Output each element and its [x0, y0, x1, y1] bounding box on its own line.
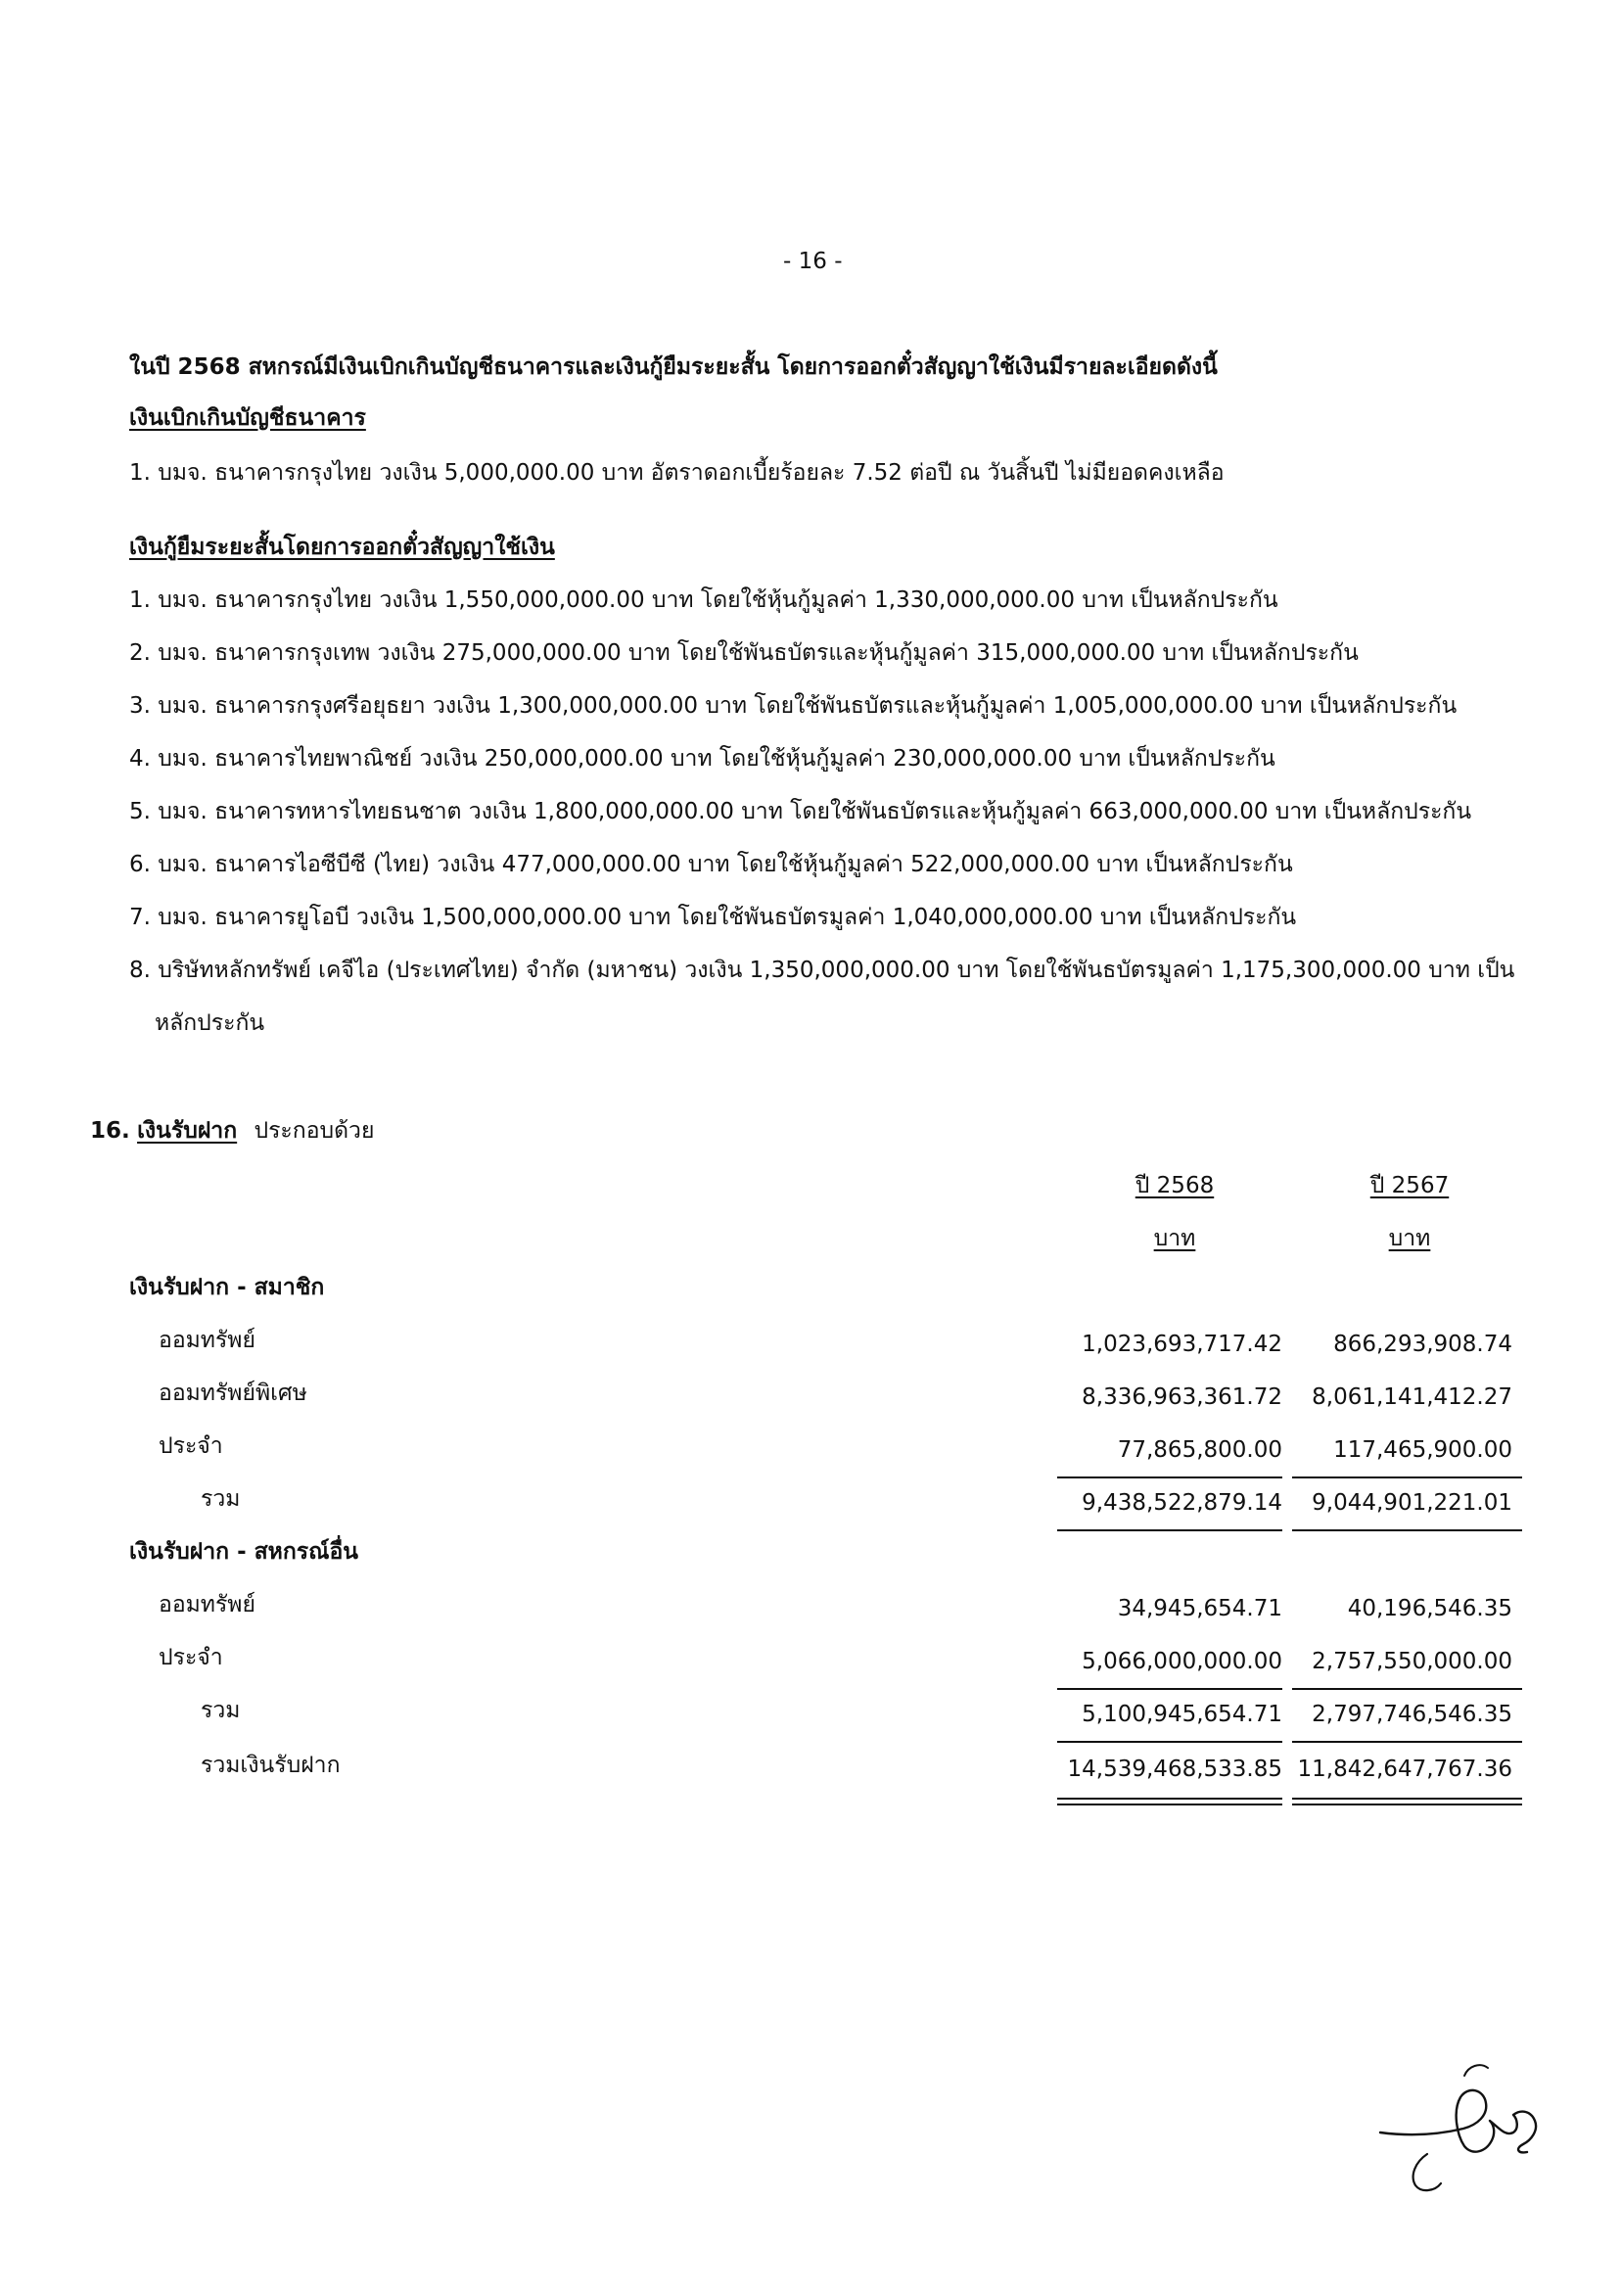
row-value-2568: 8,336,963,361.72: [1082, 1384, 1282, 1410]
loan-item-8: 8. บริษัทหลักทรัพย์ เคจีไอ (ประเทศไทย) จำกัด (มหาชน) วงเงิน 1,350,000,000.00 บาท โดยใช้พันธบัตรมูลค่า 1,175,300,000.00 บาท เป็น: [129, 958, 1515, 983]
members-total-2567: 9,044,901,221.01: [1312, 1490, 1512, 1516]
loan-item-2: 2. บมจ. ธนาคารกรุงเทพ วงเงิน 275,000,000.00 บาท โดยใช้พันธบัตรและหุ้นกู้มูลค่า 315,000,000.00 บาท เป็นหลักประกัน: [129, 640, 1359, 666]
row-label: ออมทรัพย์พิเศษ: [159, 1381, 307, 1406]
row-label: ประจำ: [159, 1433, 223, 1459]
col-unit-2568: บาท: [1153, 1226, 1196, 1251]
grand-total-double-rule: [1292, 1798, 1522, 1805]
subtotal-rule: [1292, 1476, 1522, 1478]
grand-total-2567: 11,842,647,767.36: [1297, 1757, 1512, 1782]
section-suffix: ประกอบด้วย: [254, 1118, 375, 1144]
loan-item-8-continuation: หลักประกัน: [155, 1010, 265, 1036]
section-title: เงินรับฝาก: [137, 1118, 238, 1144]
row-value-2568: 5,066,000,000.00: [1082, 1649, 1282, 1674]
page-number: - 16 -: [783, 249, 843, 274]
total-rule: [1292, 1529, 1522, 1531]
other-coops-heading: เงินรับฝาก - สหกรณ์อื่น: [129, 1539, 358, 1565]
other-coops-total-2567: 2,797,746,546.35: [1312, 1702, 1512, 1727]
loan-item-1: 1. บมจ. ธนาคารกรุงไทย วงเงิน 1,550,000,000.00 บาท โดยใช้หุ้นกู้มูลค่า 1,330,000,000.00 บาท เป็นหลักประกัน: [129, 587, 1278, 613]
loan-item-6: 6. บมจ. ธนาคารไอซีบีซี (ไทย) วงเงิน 477,000,000.00 บาท โดยใช้หุ้นกู้มูลค่า 522,000,000.00 บาท เป็นหลักประกัน: [129, 852, 1293, 877]
loan-item-4: 4. บมจ. ธนาคารไทยพาณิชย์ วงเงิน 250,000,000.00 บาท โดยใช้หุ้นกู้มูลค่า 230,000,000.00 บาท เป็นหลักประกัน: [129, 746, 1275, 772]
row-label: ออมทรัพย์: [159, 1328, 255, 1353]
row-value-2567: 117,465,900.00: [1333, 1437, 1512, 1463]
total-rule: [1292, 1741, 1522, 1743]
row-value-2568: 34,945,654.71: [1117, 1596, 1282, 1621]
loan-item-3: 3. บมจ. ธนาคารกรุงศรีอยุธยา วงเงิน 1,300,000,000.00 บาท โดยใช้พันธบัตรและหุ้นกู้มูลค่า 1,005,000,000.00 บาท เป็นหลักประกัน: [129, 693, 1458, 719]
members-heading: เงินรับฝาก - สมาชิก: [129, 1275, 325, 1300]
col-header-2567: ปี 2567: [1369, 1173, 1450, 1198]
subtotal-rule: [1057, 1476, 1282, 1478]
short-term-loans-heading: เงินกู้ยืมระยะสั้นโดยการออกตั๋วสัญญาใช้เงิน: [129, 535, 555, 560]
row-value-2567: 8,061,141,412.27: [1312, 1384, 1512, 1410]
total-rule: [1057, 1741, 1282, 1743]
intro-paragraph: ในปี 2568 สหกรณ์มีเงินเบิกเกินบัญชีธนาคารและเงินกู้ยืมระยะสั้น โดยการออกตั๋วสัญญาใช้เงินมีรายละเอียดดังนี้: [129, 354, 1218, 380]
row-value-2567: 866,293,908.74: [1333, 1332, 1512, 1357]
grand-total-double-rule: [1057, 1798, 1282, 1805]
overdraft-heading: เงินเบิกเกินบัญชีธนาคาร: [129, 405, 366, 431]
other-coops-total-2568: 5,100,945,654.71: [1082, 1702, 1282, 1727]
grand-total-2568: 14,539,468,533.85: [1067, 1757, 1282, 1782]
row-value-2568: 77,865,800.00: [1117, 1437, 1282, 1463]
section-16-heading: [90, 1116, 374, 1146]
total-rule: [1057, 1529, 1282, 1531]
subtotal-rule: [1057, 1688, 1282, 1690]
members-total-2568: 9,438,522,879.14: [1082, 1490, 1282, 1516]
members-total-label: รวม: [201, 1486, 241, 1512]
col-unit-2567: บาท: [1388, 1226, 1431, 1251]
col-header-2568: ปี 2568: [1135, 1173, 1215, 1198]
subtotal-rule: [1292, 1688, 1522, 1690]
other-coops-total-label: รวม: [201, 1698, 241, 1723]
row-value-2567: 2,757,550,000.00: [1312, 1649, 1512, 1674]
grand-total-label: รวมเงินรับฝาก: [201, 1753, 341, 1778]
overdraft-item: 1. บมจ. ธนาคารกรุงไทย วงเงิน 5,000,000.00 บาท อัตราดอกเบี้ยร้อยละ 7.52 ต่อปี ณ วันสิ้นปี ไม่มียอดคงเหลือ: [129, 460, 1225, 486]
signature: [1370, 2046, 1556, 2207]
row-value-2567: 40,196,546.35: [1347, 1596, 1512, 1621]
row-label: ออมทรัพย์: [159, 1592, 255, 1617]
section-number: 16.: [90, 1118, 130, 1144]
row-value-2568: 1,023,693,717.42: [1082, 1332, 1282, 1357]
row-label: ประจำ: [159, 1645, 223, 1670]
loan-item-5: 5. บมจ. ธนาคารทหารไทยธนชาต วงเงิน 1,800,000,000.00 บาท โดยใช้พันธบัตรและหุ้นกู้มูลค่า 663,000,000.00 บาท เป็นหลักประกัน: [129, 799, 1472, 824]
loan-item-7: 7. บมจ. ธนาคารยูโอบี วงเงิน 1,500,000,000.00 บาท โดยใช้พันธบัตรมูลค่า 1,040,000,000.00 บาท เป็นหลักประกัน: [129, 905, 1297, 930]
